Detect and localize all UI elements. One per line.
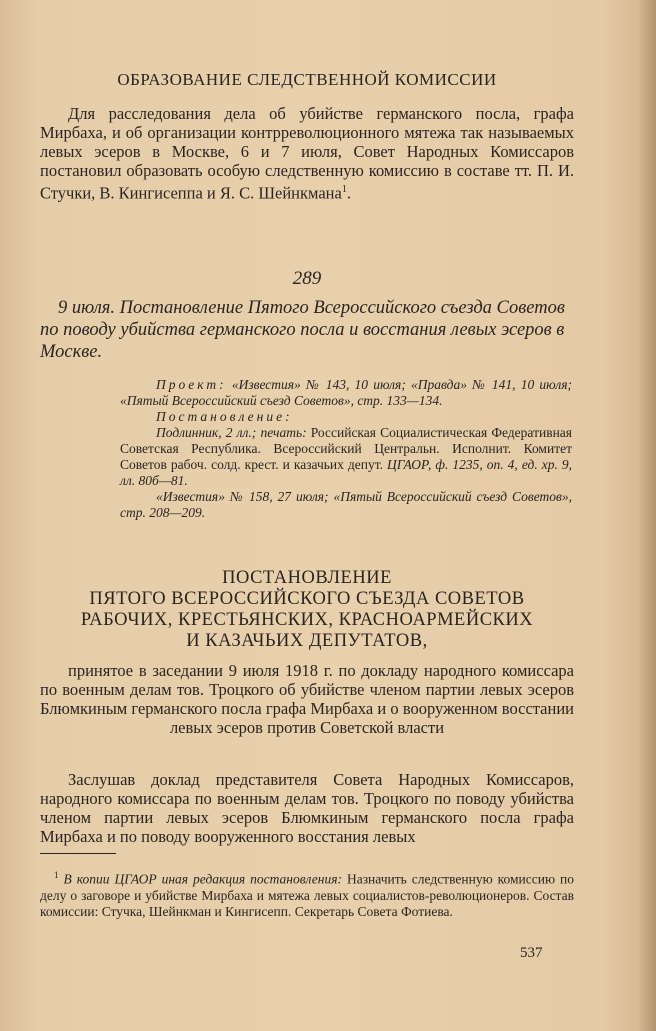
resolution-heading-line-1: ПОСТАНОВЛЕНИЕ [222, 568, 392, 588]
source-label-resolution: Постановление: [156, 409, 293, 424]
document-number [40, 268, 574, 290]
footnote [40, 867, 574, 920]
source-line-4 [120, 489, 572, 521]
source-line-3 [120, 425, 572, 489]
footnote-mark: 1 [54, 870, 59, 880]
commission-text: Для расследования дела об убийстве германского посла, графа Мирбаха, и об организации контрреволюционного мятежа так называемых левых эсеров в Москве, 6 и 7 июля, Совет Народных Комиссаров постановил образовать особую следственную комиссию в составе тт. П. И. Стучки, В. Кингисеппа и Я. С. Шейнкмана [40, 104, 574, 203]
source-seal: Российская Социалистическая Федеративная Советская Республика. Всероссийский Центральн. Исполнит. Комитет Советов рабоч. солд. крест. и казачьих депут. [120, 425, 572, 472]
source-archive: ЦГАОР, ф. 1235, оп. 4, ед. хр. 9, лл. 80б—81. [120, 457, 572, 488]
sources-block [120, 377, 572, 521]
resolution-subheading [40, 661, 574, 737]
footnote-body: Назначить следственную комиссию по делу о заговоре и убийстве Мирбаха и мятежа левых социалистов-революционеров. Состав комиссии: Стучка, Шейнкман и Кингисепп. Секретарь Совета Фотиева. [40, 871, 575, 919]
resolution-heading-line-3: РАБОЧИХ, КРЕСТЬЯНСКИХ, КРАСНОАРМЕЙСКИХ [80, 610, 534, 630]
resolution-body [40, 770, 574, 846]
source-text-4: «Известия» № 158, 27 июля; «Пятый Всероссийский съезд Советов», стр. 208—209. [120, 489, 572, 520]
resolution-heading [40, 568, 574, 652]
commission-paragraph [40, 104, 574, 203]
section-heading-text: ОБРАЗОВАНИЕ СЛЕДСТВЕННОЙ КОМИССИИ [117, 70, 497, 89]
source-line-1 [120, 377, 572, 409]
page-spine-shadow [638, 0, 656, 1031]
resolution-subheading-text: принятое в заседании 9 июля 1918 г. по докладу народного комиссара по военным делам тов. Троцкого об убийстве членом партии левых эсеров Блюмкиным германского посла графа Мирбаха и о вооруженном восстании левых эсеров против Советской власти [40, 661, 574, 737]
document-title-text: 9 июля. Постановление Пятого Всероссийского съезда Советов по поводу убийства германского посла и восстания левых эсеров в Москве. [40, 298, 565, 362]
section-heading [40, 70, 574, 90]
resolution-heading-line-4: И КАЗАЧЬИХ ДЕПУТАТОВ, [186, 631, 428, 651]
footnote-text [40, 867, 574, 920]
source-line-2 [120, 409, 572, 425]
resolution-heading-line-2: ПЯТОГО ВСЕРОССИЙСКОГО СЪЕЗДА СОВЕТОВ [89, 589, 525, 609]
source-original: Подлинник, 2 лл.; печать: [156, 425, 307, 440]
document-number-text: 289 [292, 268, 322, 289]
footnote-italic: В копии ЦГАОР иная редакция постановления: [63, 871, 342, 887]
footnote-separator [40, 853, 116, 854]
page-number: 537 [520, 945, 543, 961]
resolution-body-text: Заслушав доклад представителя Совета Народных Комиссаров, народного комиссара по военным делам тов. Троцкого по поводу убийства членом партии левых эсеров Блюмкиным германского посла графа Мирбаха и по поводу вооруженного восстания левых [40, 770, 574, 846]
source-label-project: Проект: [156, 377, 227, 392]
document-title [40, 297, 574, 363]
commission-period: . [346, 183, 351, 203]
section-paragraph [40, 104, 574, 203]
footnote-ref: 1 [341, 184, 347, 195]
source-text-1: «Известия» № 143, 10 июля; «Правда» № 141, 10 июля; «Пятый Всероссийский съезд Советов», стр. 133—134. [120, 377, 573, 408]
